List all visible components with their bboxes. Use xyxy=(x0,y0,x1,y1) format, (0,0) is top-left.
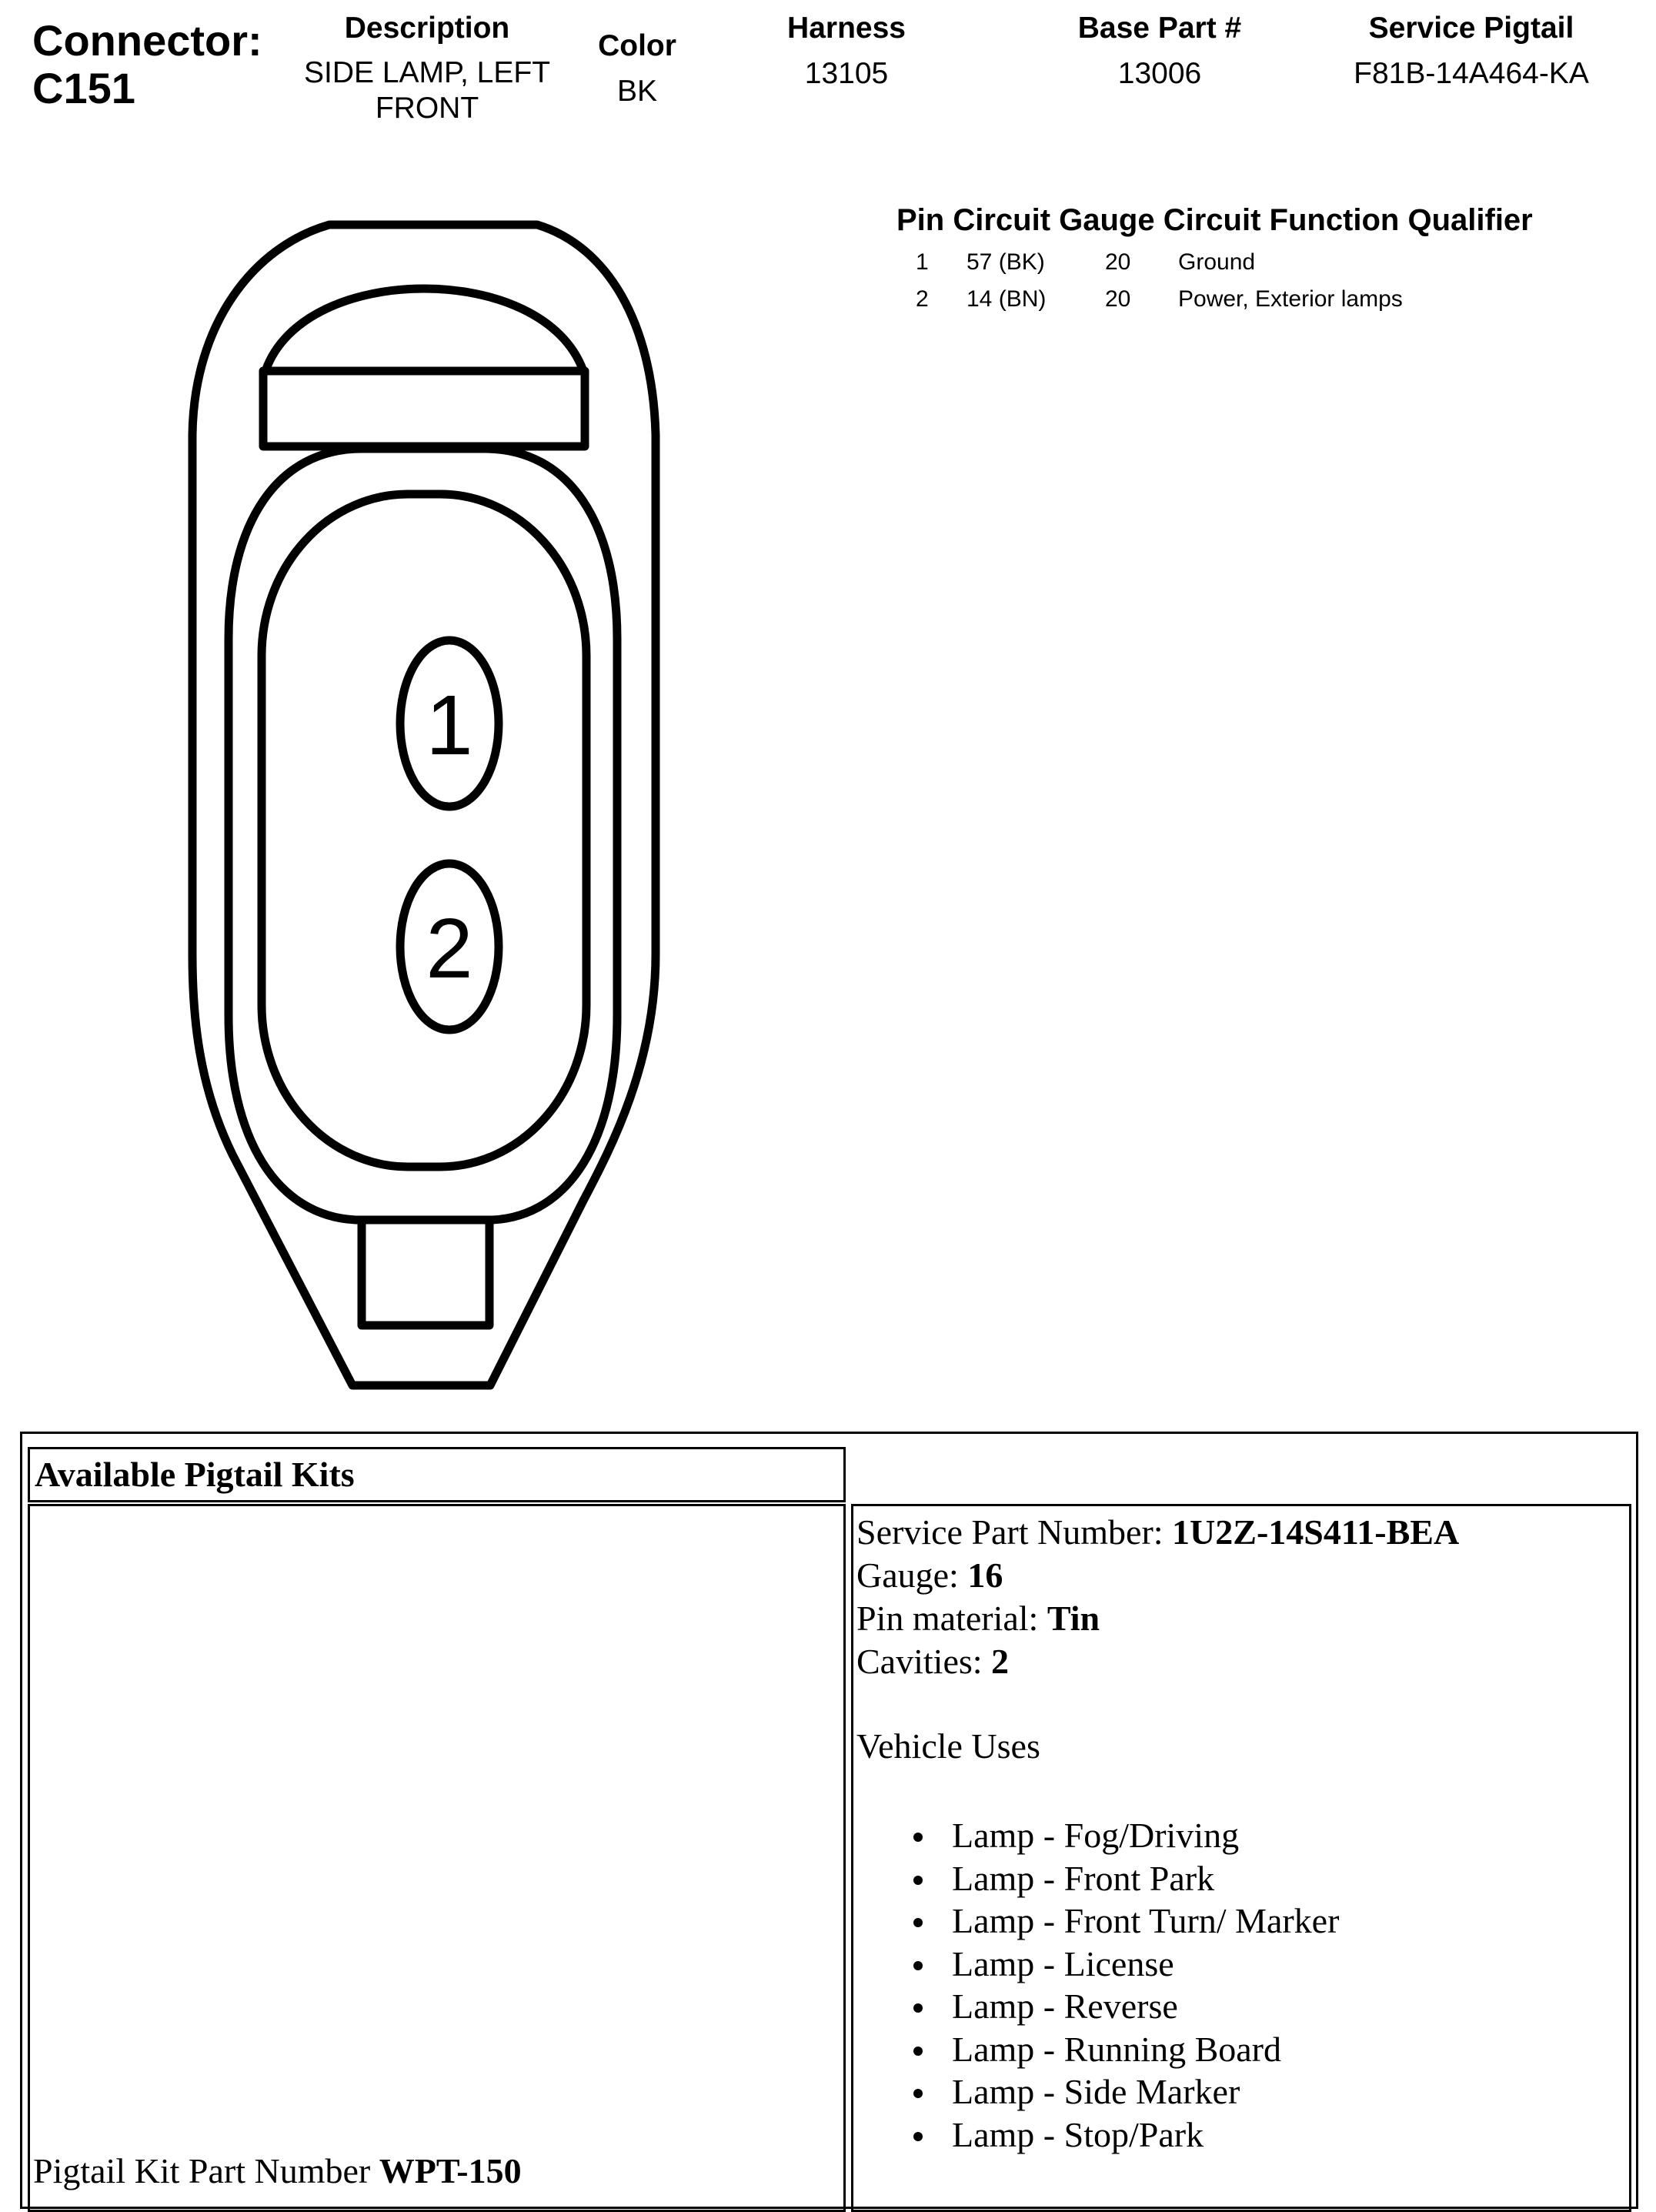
list-item: Lamp - Reverse xyxy=(913,1985,1339,2028)
base-part-value: 13006 xyxy=(1117,57,1202,90)
service-part-value: 1U2Z-14S411-BEA xyxy=(1172,1512,1460,1552)
pin-material xyxy=(856,1597,1100,1640)
list-item: Lamp - Side Marker xyxy=(913,2070,1339,2113)
kit-gauge xyxy=(856,1554,1003,1597)
kit-left-cell xyxy=(28,1504,846,2212)
circuit-cell: 14 (BN) xyxy=(967,286,1047,312)
kit-part-label: Pigtail Kit Part Number xyxy=(33,2151,371,2190)
kit-part-number xyxy=(33,2150,522,2193)
function-cell: Power, Exterior lamps xyxy=(1178,286,1403,312)
vehicle-uses-label: Vehicle Uses xyxy=(856,1726,1040,1766)
connector-label: Connector: xyxy=(32,16,262,65)
kits-title: Available Pigtail Kits xyxy=(28,1447,846,1502)
function-cell: Ground xyxy=(1178,249,1256,275)
kit-part-value: WPT-150 xyxy=(379,2151,522,2190)
latch-dome xyxy=(265,289,583,371)
cavities xyxy=(856,1640,1009,1683)
list-item: Lamp - Stop/Park xyxy=(913,2113,1339,2157)
base-part-header: Base Part # xyxy=(1077,12,1242,45)
list-item: Lamp - Front Park xyxy=(913,1857,1339,1900)
cavities-value: 2 xyxy=(991,1642,1010,1681)
service-part-label: Service Part Number: xyxy=(856,1512,1164,1552)
gauge-cell: 20 xyxy=(1105,286,1131,312)
list-item: Lamp - License xyxy=(913,1943,1339,1986)
pin-1-label: 1 xyxy=(426,678,473,773)
circuit-cell: 57 (BK) xyxy=(967,249,1045,275)
service-part-number xyxy=(856,1511,1459,1554)
gauge-cell: 20 xyxy=(1105,249,1131,275)
pin-table-header: Pin Circuit Gauge Circuit Function Qualifier xyxy=(896,203,1533,237)
pin-cell: 2 xyxy=(916,286,929,312)
color-header: Color xyxy=(598,29,676,62)
kit-right-cell xyxy=(851,1504,1631,2212)
color-value: BK xyxy=(616,75,658,108)
cavity-face xyxy=(262,494,586,1167)
connector-face-diagram xyxy=(0,0,693,1408)
list-item: Lamp - Running Board xyxy=(913,2028,1339,2071)
connector-id: C151 xyxy=(32,64,135,112)
vehicle-uses-list xyxy=(913,1814,1339,2156)
pin-material-value: Tin xyxy=(1047,1599,1100,1638)
description-header: Description xyxy=(344,12,510,45)
service-pigtail-value: F81B-14A464-KA xyxy=(1354,57,1589,90)
harness-header: Harness xyxy=(787,12,906,45)
list-item: Lamp - Fog/Driving xyxy=(913,1814,1339,1857)
service-pigtail-header: Service Pigtail xyxy=(1368,12,1574,45)
pin-2-label: 2 xyxy=(426,901,473,996)
harness-value: 13105 xyxy=(804,57,889,90)
pin-material-label: Pin material: xyxy=(856,1599,1039,1638)
gauge-label: Gauge: xyxy=(856,1555,959,1595)
gauge-value: 16 xyxy=(967,1555,1003,1595)
pin-cell: 1 xyxy=(916,249,929,275)
list-item: Lamp - Front Turn/ Marker xyxy=(913,1900,1339,1943)
key-tab xyxy=(362,1220,489,1325)
description-value: SIDE LAMP, LEFT FRONT xyxy=(303,56,551,125)
cavities-label: Cavities: xyxy=(856,1642,983,1681)
latch-bar xyxy=(263,371,585,446)
